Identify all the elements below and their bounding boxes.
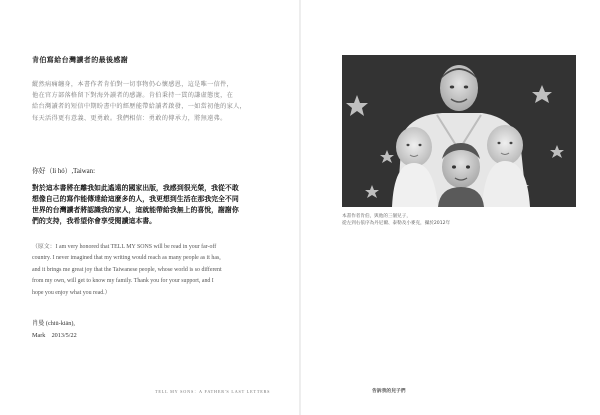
english-line: from my own, will get to know my family. Thank you for your support, and I	[32, 278, 214, 285]
letter-body-english	[32, 242, 272, 299]
signature-chinese: 肖曼 (chiū-kiān),	[32, 320, 75, 327]
intro-line: 他在官方部落格留下對海外讀者的感謝。肯伯秉持一貫的謙虛態度，在	[32, 92, 234, 100]
running-footer-left: TELL MY SONS：A FATHER'S LAST LETTERS	[155, 389, 271, 394]
letter-line: 們的支持，我希望你會享受閱讀這本書。	[32, 218, 157, 226]
family-photo	[342, 55, 576, 207]
intro-paragraph	[32, 79, 260, 124]
intro-line: 縱然病痛纏身，本書作者肯伯對一切事物仍心懷感恩，這是唯一信件，	[32, 81, 234, 88]
intro-line: 給台灣讀者的短信中期盼書中的經歷能帶給讀者啟發，一如當初他的家人，	[32, 103, 247, 111]
letter-heading: 肯伯寫給台灣讀者的最後感謝	[32, 56, 129, 64]
letter-line: 想像自己的寫作能傳達給這麼多的人，我更想到生活在那我完全不同	[32, 196, 239, 204]
letter-line: 世界的台灣讀者將認識我的家人，這就能帶給我無上的喜悅，謝謝你	[32, 207, 239, 215]
letter-body-chinese	[32, 183, 272, 227]
letter-line: 對於這本書將在離我如此遙遠的國家出版，我感到很光榮，我從不敢	[32, 185, 239, 192]
photo-caption	[342, 213, 582, 227]
intro-line: 每天活得更有意義、更勇敢。我們相信：勇敢的傳承力，將無遠弗。	[32, 114, 227, 122]
caption-line: 本書作者肯伯，與他的三個兒子，	[342, 214, 411, 219]
running-footer-right: 告訴我的兒子們	[372, 389, 406, 394]
signature-date: Mark 2013/5/22	[32, 332, 77, 339]
left-page	[0, 0, 299, 415]
page-gutter	[299, 0, 301, 415]
english-line: （原文：I am very honored that TELL MY SONS will be read in your far-off	[32, 244, 217, 250]
letter-greeting: 你好（li hó）,Taiwan:	[32, 168, 95, 175]
english-line: country. I never imagined that my writing would reach as many people as it has,	[32, 255, 221, 262]
caption-line: 從左到右依序為丹尼爾、泰勒及小麥克，攝於2012年	[342, 221, 451, 226]
english-line: hope you enjoy what you read.）	[32, 289, 111, 296]
family-photo-drawing	[342, 55, 576, 207]
english-line: and it brings me great joy that the Taiwanese people, whose world is so different	[32, 266, 222, 273]
